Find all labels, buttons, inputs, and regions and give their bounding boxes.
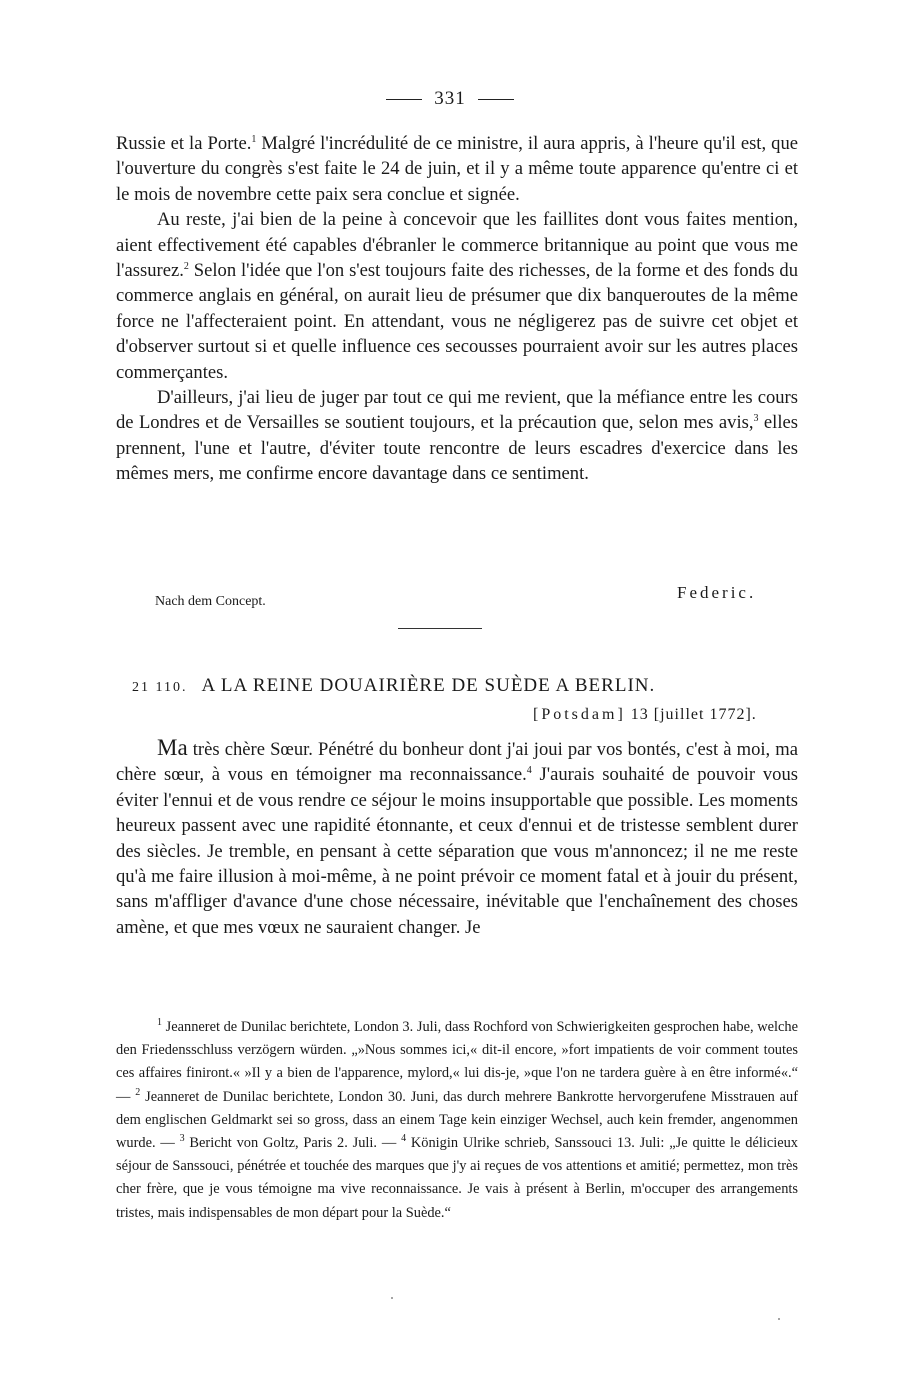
signature: Federic. (677, 583, 757, 602)
letter-title: A LA REINE DOUAIRIÈRE DE SUÈDE A BERLIN. (201, 675, 656, 696)
paragraph-2-text: Au reste, j'ai bien de la peine à concevoir que les faillites dont vous faites mention, aient effectivement été capables d'ébranler le commerce britannique au point que vous me l'assurez. (116, 209, 798, 282)
letter-paragraph (116, 735, 798, 940)
header-dash-left (386, 99, 422, 100)
footnote-ref-3: 3 (753, 413, 759, 425)
header-dash-right (478, 99, 514, 100)
page-header (0, 88, 900, 110)
page-number: 331 (434, 88, 466, 109)
footnote-marker-4: 4 (401, 1133, 407, 1145)
paragraph-2-text-b: Selon l'idée que l'on s'est toujours faite des richesses, de la forme et des fonds du commerce anglais en général, on aurait lieu de présumer que dix banqueroutes de la même force ne l'affecteraient point. En attendant, vous ne négligerez pas de suivre cet objet et d'observer surtout si et quelle influence ces secousses pourraient avoir sur les autres places commerçantes. (116, 260, 798, 383)
paragraph-3-text-b: elles prennent, l'une et l'autre, d'éviter toute rencontre de leurs escadres d'exercice dans les mêmes mers, me confirme encore davantage dans ce sentiment. (116, 412, 798, 485)
footnote-text-2: Jeanneret de Dunilac berichtete, London 30. Juni, das durch mehrere Bankrotte hervorgerufene Misstrauen auf dem englischen Geldmarkt sei so gross, dass an einem Tage kein einziger Wechsel, auch kein fremder, angenommen wurde. — (116, 1088, 798, 1152)
footnote-text-4: Königin Ulrike schrieb, Sanssouci 13. Juli: „Je quitte le délicieux séjour de Sanssouci, pénétrée et touchée des marques que j'y ai reçues de vos attentions et amitié; permettez, mon très cher frère, que je vous témoigne ma vive reconnaissance. Je vais à présent à Berlin, m'occuper des arrangements tristes, mais indispensables de mon départ pour la Suède.“ (116, 1135, 798, 1221)
salutation-initial: Ma (157, 735, 188, 760)
paragraph-1 (116, 131, 798, 207)
letter-heading (132, 675, 655, 697)
footnote-marker-1: 1 (157, 1017, 162, 1029)
source-note: Nach dem Concept. (155, 594, 266, 609)
footnote-text-1: Jeanneret de Dunilac berichtete, London 3. Juli, dass Rochford von Schwierigkeiten gesprochen habe, welche den Friedensschluss verzögern würden. „»Nous sommes ici,« dit-il encore, »fort impatients de voir comment toutes ces affaires finiront.« »Il y a bien de l'apparence, mylord,« lui dis-je, »que l'on ne tardera guère à en être informé«.“ — (116, 1019, 798, 1105)
footnote-text-3: Bericht von Goltz, Paris 2. Juli. — (184, 1135, 402, 1152)
footnote-marker-2: 2 (135, 1086, 141, 1098)
dateline-place: [Potsdam] (533, 706, 626, 723)
footnote-ref-1: 1 (251, 133, 257, 145)
paragraph-1-text: Russie et la Porte. (116, 133, 252, 154)
section-divider (398, 628, 482, 629)
paragraph-3 (116, 385, 798, 487)
footnote-block (116, 1016, 798, 1225)
letter-number: 21 110. (132, 680, 188, 695)
footnote-ref-4: 4 (526, 765, 532, 777)
paragraph-1-text-b: Malgré l'incrédulité de ce ministre, il aura appris, à l'heure qu'il est, que l'ouverture du congrès s'est faite le 24 de juin, et il y a même toute apparence qu'entre ci et le mois de novembre cette paix sera conclue et signée. (116, 133, 798, 205)
dateline-date: 13 [juillet 1772]. (625, 706, 757, 723)
speck-mark (391, 1297, 393, 1299)
letter-text-a: très chère Sœur. Pénétré du bonheur dont j'ai joui par vos bontés, c'est à moi, ma chère sœur, à vous en témoigner ma reconnaissance. (116, 739, 798, 786)
second-letter-body (116, 735, 798, 940)
paragraph-3-text: D'ailleurs, j'ai lieu de juger par tout ce qui me revient, que la méfiance entre les cours de Londres et de Versailles se soutient toujours, et la précaution que, selon mes avis, (116, 387, 798, 434)
dateline (533, 706, 757, 724)
paragraph-2 (116, 207, 798, 385)
speck-mark (778, 1318, 780, 1320)
footnote-marker-3: 3 (179, 1133, 185, 1145)
first-letter-body (116, 131, 798, 487)
footnotes (116, 1016, 798, 1225)
footnote-ref-2: 2 (183, 260, 189, 272)
letter-text-b: J'aurais souhaité de pouvoir vous éviter l'ennui et de vous rendre ce séjour le moins insupportable que possible. Les moments heureux passent avec une rapidité étonnante, et ceux d'ennui et de tristesse semblent durer des siècles. Je tremble, en pensant à cette séparation que vous m'annoncez; il ne me reste qu'à me faire illusion à moi-même, à ne point prévoir ce moment fatal et à jouir du présent, sans m'affliger d'avance d'une chose nécessaire, inévitable que l'enchaînement des choses amène, et que mes vœux ne sauraient changer. Je (116, 764, 798, 938)
